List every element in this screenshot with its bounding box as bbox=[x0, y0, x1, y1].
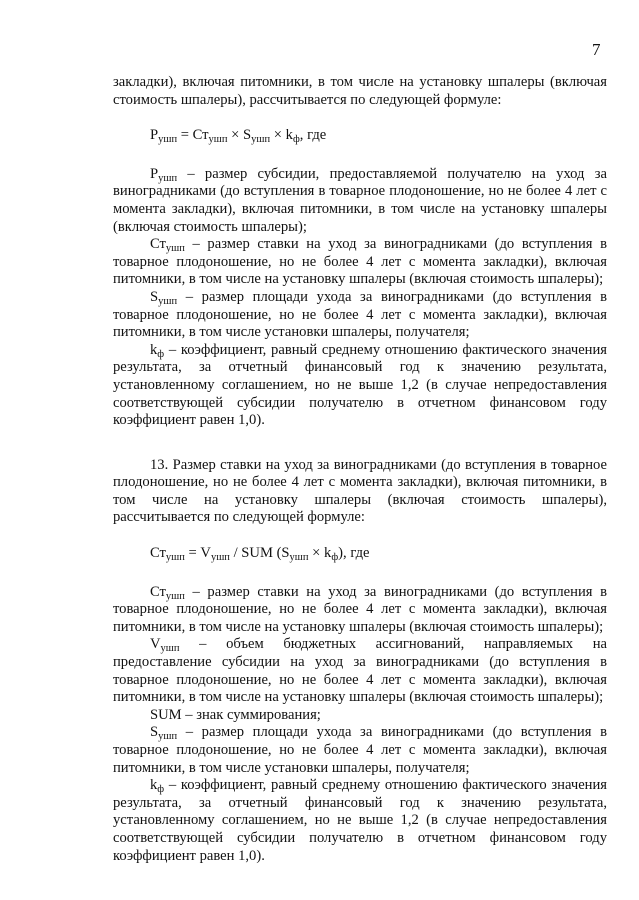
formula-subsidy: $P_{ушп} = Ст_{ушп} \times S_{ушп} \times k_ф$, где bbox=[150, 127, 327, 146]
definition-ct-ushp-2: $Ст_{ушп}$ – размер ставки на уход за виноградниками (до вступления в товарное плодоношение, но не более 4 лет с момента закладки), включая питомники, в том числе на установку шпалеры (включая стоимость шпалеры); bbox=[113, 583, 607, 635]
definition-s-ushp-2: $S_{ушп}$ – размер площади ухода за виноградниками (до вступления в товарное плодоношение, но не более 4 лет с момента закладки), включая питомники, в том числе установки шпалеры, получателя; bbox=[113, 724, 607, 776]
intro-paragraph: закладки), включая питомники, в том числе на установку шпалеры (включая стоимость шпалеры), рассчитывается по следующей формуле: bbox=[113, 74, 607, 108]
definition-k-f-2: $k_ф$ – коэффициент, равный среднему отношению фактического значения результата, за отчетный финансовый год к значению результата, установленному соглашением, но не выше 1,2 (в случае непредоставления соответствующей субсидии получателю в отчетном финансовом году коэффициент равен 1,0). bbox=[113, 777, 607, 864]
definition-ct-ushp: $Ст_{ушп}$ – размер ставки на уход за виноградниками (до вступления в товарное плодоношение, но не более 4 лет с момента закладки), включая питомники, в том числе на установку шпалеры (включая стоимость шпалеры); bbox=[113, 236, 607, 288]
section-13-paragraph: 13. Размер ставки на уход за виноградниками (до вступления в товарное плодоношение, но не более 4 лет с момента закладки), включая питомники, в том числе на установку шпалеры (включая стоимость шпалеры), рассчитывается по следующей формуле: bbox=[113, 456, 607, 526]
definition-sum: SUM – знак суммирования; bbox=[150, 706, 321, 723]
definition-s-ushp: $S_{ушп}$ – размер площади ухода за виноградниками (до вступления в товарное плодоношение, но не более 4 лет с момента закладки), включая питомники, в том числе установки шпалеры, получателя; bbox=[113, 288, 607, 341]
definition-v-ushp: $V_{ушп}$ – объем бюджетных ассигнований, направляемых на предоставление субсидии на уход за виноградниками (до вступления в товарное плодоношение, но не более 4 лет с момента закладки), включая питомники, в том числе на установку шпалеры (включая стоимость шпалеры); bbox=[113, 636, 607, 706]
definition-k-f: $k_ф$ – коэффициент, равный среднему отношению фактического значения результата, за отчетный финансовый год к значению результата, установленному соглашением, но не выше 1,2 (в случае непредоставления соответствующей субсидии получателю в отчетном финансовом году коэффициент равен 1,0). bbox=[113, 341, 607, 429]
document-body bbox=[113, 74, 607, 865]
page-number: 7 bbox=[592, 40, 601, 59]
definition-p-ushp: $P_{ушп}$ – размер субсидии, предоставляемой получателю на уход за виноградниками (до вступления в товарное плодоношение, но не более 4 лет с момента закладки), включая питомники, в том числе на установку шпалеры (включая стоимость шпалеры); bbox=[113, 165, 607, 235]
formula-rate: $Ст_{ушп} = V_{ушп}$ / SUM $(S_{ушп} \times k_ф)$, где bbox=[150, 545, 370, 564]
